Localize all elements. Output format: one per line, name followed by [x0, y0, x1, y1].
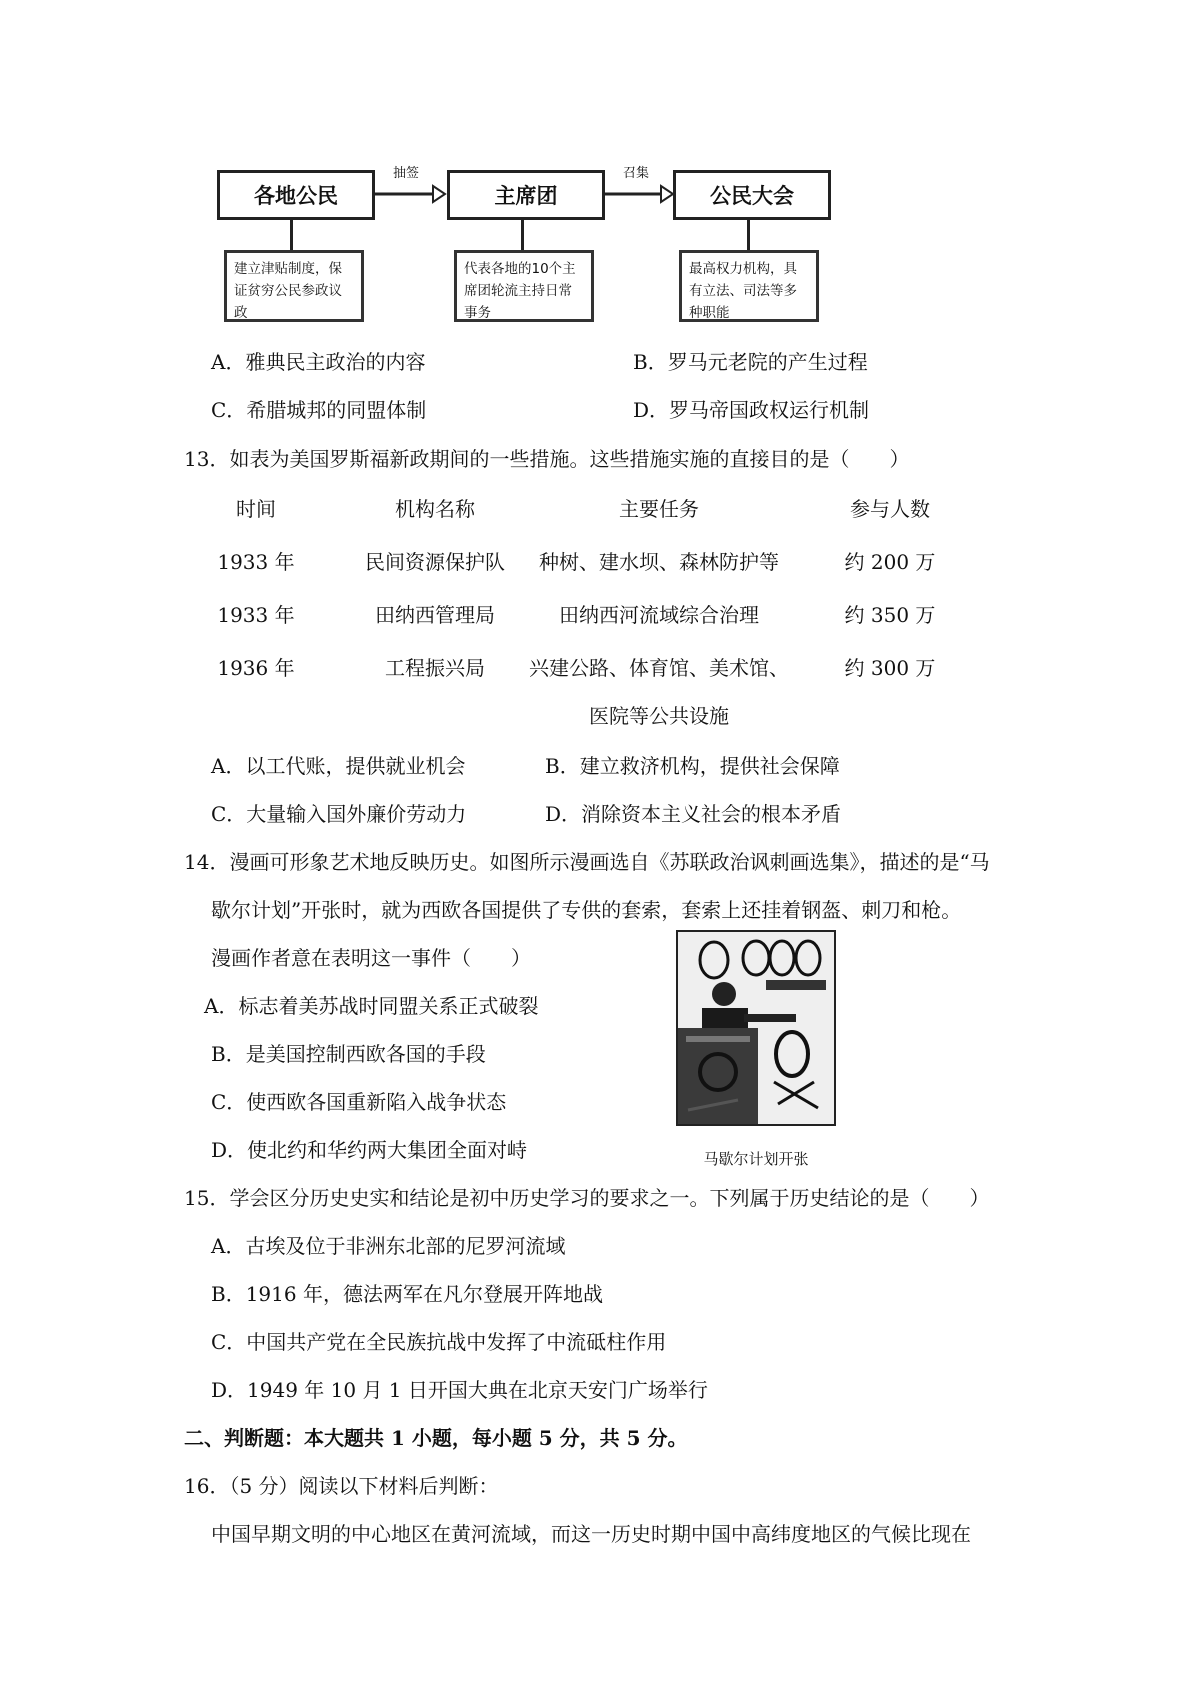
arrow-label-convene: 召集	[623, 166, 650, 181]
table-cell: 约 350 万	[844, 603, 936, 627]
table-cell: 种树、建水坝、森林防护等	[539, 550, 779, 574]
node-assembly-label: 公民大会	[710, 184, 794, 208]
cartoon-caption: 马歇尔计划开张	[703, 1150, 809, 1168]
q14-option-a: A．标志着美苏战时同盟关系正式破裂	[204, 994, 539, 1018]
arrow-label-lottery: 抽签	[393, 166, 420, 181]
note-assembly: 最高权力机构，具有立法、司法等多种职能	[679, 250, 819, 322]
table-cell: 约 300 万	[844, 656, 936, 680]
node-presidium-label: 主席团	[494, 184, 558, 208]
q15-option-c: C．中国共产党在全民族抗战中发挥了中流砥柱作用	[211, 1330, 667, 1354]
table-cell: 1933 年	[217, 550, 295, 574]
connector-line	[521, 217, 524, 251]
table-cell-continued: 医院等公共设施	[589, 704, 729, 728]
table-cell: 1933 年	[217, 603, 295, 627]
q13-stem: 13．如表为美国罗斯福新政期间的一些措施。这些措施实施的直接目的是（ ）	[184, 447, 910, 471]
q12-option-d: D．罗马帝国政权运行机制	[633, 398, 870, 422]
q16-material: 中国早期文明的中心地区在黄河流域，而这一历史时期中国中高纬度地区的气候比现在	[211, 1522, 971, 1546]
note-presidium: 代表各地的10个主席团轮流主持日常事务	[454, 250, 594, 322]
table-header: 时间	[236, 497, 276, 521]
cartoon-drawing	[678, 932, 834, 1124]
q12-option-c: C．希腊城邦的同盟体制	[211, 398, 427, 422]
arrow-right-icon	[373, 182, 447, 206]
q13-option-c: C．大量输入国外廉价劳动力	[211, 802, 467, 826]
node-presidium	[447, 170, 605, 220]
q15-option-d: D．1949 年 10 月 1 日开国大典在北京天安门广场举行	[211, 1378, 708, 1402]
table-cell: 田纳西管理局	[375, 603, 495, 627]
table-cell: 1936 年	[217, 656, 295, 680]
connector-line	[747, 217, 750, 251]
q14-option-d: D．使北约和华约两大集团全面对峙	[211, 1138, 528, 1162]
table-cell: 田纳西河流域综合治理	[559, 603, 759, 627]
node-citizens	[217, 170, 375, 220]
section-heading: 二、判断题：本大题共 1 小题，每小题 5 分，共 5 分。	[184, 1426, 688, 1450]
q13-option-b: B．建立救济机构，提供社会保障	[545, 754, 840, 778]
q13-option-a: A．以工代账，提供就业机会	[211, 754, 466, 778]
node-citizens-label: 各地公民	[254, 184, 338, 208]
q16-stem: 16．（5 分）阅读以下材料后判断：	[184, 1474, 499, 1498]
table-header: 主要任务	[619, 497, 699, 521]
q14-option-c: C．使西欧各国重新陷入战争状态	[211, 1090, 507, 1114]
table-cell: 工程振兴局	[385, 656, 485, 680]
table-cell: 约 200 万	[844, 550, 936, 574]
note-citizens: 建立津贴制度，保证贫穷公民参政议政	[224, 250, 364, 322]
q14-stem-line3: 漫画作者意在表明这一事件（ ）	[211, 946, 531, 970]
table-cell: 兴建公路、体育馆、美术馆、	[529, 656, 789, 680]
q15-option-a: A．古埃及位于非洲东北部的尼罗河流域	[211, 1234, 566, 1258]
connector-line	[290, 217, 293, 251]
arrow-right-icon	[603, 182, 675, 206]
table-header: 参与人数	[850, 497, 930, 521]
table-cell: 民间资源保护队	[365, 550, 505, 574]
node-assembly	[673, 170, 831, 220]
q15-stem: 15．学会区分历史史实和结论是初中历史学习的要求之一。下列属于历史结论的是（ ）	[184, 1186, 990, 1210]
cartoon-image	[676, 930, 836, 1126]
q13-option-d: D．消除资本主义社会的根本矛盾	[545, 802, 842, 826]
q14-stem-line1: 14．漫画可形象艺术地反映历史。如图所示漫画选自《苏联政治讽刺画选集》，描述的是“马	[184, 850, 990, 874]
q12-option-a: A．雅典民主政治的内容	[211, 350, 426, 374]
q12-option-b: B．罗马元老院的产生过程	[633, 350, 868, 374]
q14-option-b: B．是美国控制西欧各国的手段	[211, 1042, 486, 1066]
q14-stem-line2: 歇尔计划”开张时，就为西欧各国提供了专供的套索，套索上还挂着钢盔、刺刀和枪。	[211, 898, 962, 922]
q15-option-b: B．1916 年，德法两军在凡尔登展开阵地战	[211, 1282, 603, 1306]
table-header: 机构名称	[395, 497, 475, 521]
